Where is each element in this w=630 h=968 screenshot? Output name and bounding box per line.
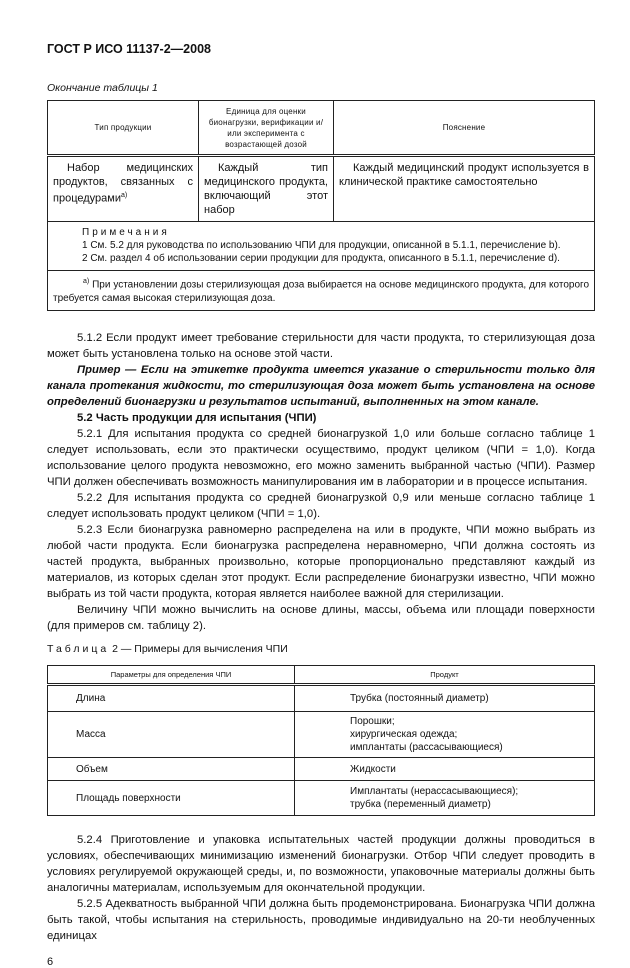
table-1 — [47, 100, 595, 311]
footnote-mark: a) — [83, 278, 90, 285]
product-cell — [295, 781, 595, 816]
paragraph-5-1-2: 5.1.2 Если продукт имеет требование стерильности для части продукта, то стерилизующая доза может быть установлена только на основе этой части. — [47, 332, 595, 361]
table-row — [48, 712, 595, 758]
paragraph-5-2-1: 5.2.1 Для испытания продукта со средней бионагрузкой 1,0 или больше согласно таблице 1 следует использовать, если это практически осуществимо, продукт целиком (ЧПИ = 1,0). Когда использование целого продукта невозможно, его можно заменить выбранной частью (ЧПИ). Размер ЧПИ должен обеспечивать возможность манипулирования им в лаборатории и в процессе испытания. — [47, 428, 595, 489]
table2-header-product: Продукт — [295, 666, 595, 685]
param-cell: Площадь поверхности — [48, 781, 295, 816]
notes-title: Примечания — [82, 227, 170, 238]
footnote-ref: a) — [120, 192, 128, 199]
caption-text: 2 — Примеры для вычисления ЧПИ — [112, 643, 288, 656]
product-line: имплантаты (рассасывающиеся) — [350, 742, 503, 754]
document-page — [47, 42, 595, 968]
param-cell: Длина — [48, 685, 295, 712]
table-row — [48, 685, 595, 712]
table-row — [48, 758, 595, 781]
param-cell: Объем — [48, 758, 295, 781]
product-line: хирургическая одежда; — [350, 729, 458, 741]
example-paragraph: Пример — Если на этикетке продукта имеется указание о стерильности только для канала протекания жидкости, то стерилизующая доза может быть установлена на основе определений бионагрузки и результатов испытаний, выполненных на этом канале. — [47, 364, 595, 409]
table1-header-note: Пояснение — [334, 101, 595, 156]
product-line: трубка (переменный диаметр) — [350, 799, 491, 811]
product-line: Трубка (постоянный диаметр) — [350, 693, 489, 705]
footnote-text: При установлении дозы стерилизующая доза выбирается на основе медицинского продукта, для которого требуется самая высокая стерилизующая доза. — [53, 279, 590, 305]
paragraph-5-2-5: 5.2.5 Адекватность выбранной ЧПИ должна быть продемонстрирована. Бионагрузка ЧПИ должна быть такой, чтобы испытания на стерильность, проводимые индивидуально на 20-ти необлученных единицах — [47, 898, 595, 943]
table2-caption — [47, 643, 595, 655]
table1-cell-note: Каждый медицинский продукт используется в клинической практике самостоятельно — [334, 156, 595, 222]
table1-header-unit: Единица для оценки бионагрузки, верификации и/или эксперимента с возрастающей дозой — [199, 101, 334, 156]
table1-caption: Окончание таблицы 1 — [47, 82, 158, 94]
section-heading-5-2: 5.2 Часть продукции для испытания (ЧПИ) — [77, 412, 317, 425]
product-line: Жидкости — [350, 763, 396, 775]
table-row — [48, 781, 595, 816]
table1-cell-unit: Каждый тип медицинского продукта, включающий этот набор — [199, 156, 334, 222]
note-2: 2 См. раздел 4 об использовании серии продукции для продукта, описанного в 5.1.1, перечисление d). — [82, 253, 560, 264]
product-line: Имплантаты (нерассасывающиеся); — [350, 786, 519, 798]
cell-text: Набор медицинских продуктов, связанных с процедурами — [53, 162, 193, 205]
page-number: 6 — [47, 956, 54, 968]
paragraph-tpi-calc: Величину ЧПИ можно вычислить на основе длины, массы, объема или площади поверхности (для примеров см. таблицу 2). — [47, 604, 595, 633]
product-cell — [295, 758, 595, 781]
note-1: 1 См. 5.2 для руководства по использованию ЧПИ для продукции, описанной в 5.1.1, перечисление b). — [82, 240, 561, 251]
table-row — [48, 156, 595, 222]
table1-footnote — [48, 271, 595, 311]
table2-header-params: Параметры для определения ЧПИ — [48, 666, 295, 685]
product-line: Порошки; — [350, 716, 395, 728]
table-2 — [47, 665, 595, 816]
product-cell — [295, 712, 595, 758]
paragraph-5-2-4: 5.2.4 Приготовление и упаковка испытательных частей продукции должны проводиться в условиях, обеспечивающих минимизацию изменений бионагрузки. Отбор ЧПИ следует проводить в условиях регулируемой окружающей среды, и, по возможности, упаковочные материалы должны быть аналогичны материалам, используемым для окончательной продукции. — [47, 834, 595, 895]
paragraph-5-2-2: 5.2.2 Для испытания продукта со средней бионагрузкой 0,9 или меньше согласно таблице 1 следует использовать продукт целиком (ЧПИ = 1,0). — [47, 492, 595, 521]
table1-notes — [48, 222, 595, 271]
caption-label: Таблица — [47, 643, 110, 656]
document-header: ГОСТ Р ИСО 11137-2—2008 — [47, 42, 211, 56]
table1-cell-type — [48, 156, 199, 222]
product-cell — [295, 685, 595, 712]
paragraph-5-2-3: 5.2.3 Если бионагрузка равномерно распределена на или в продукте, ЧПИ можно выбрать из любой части продукта. Если бионагрузка распределена неравномерно, ЧПИ должна состоять из частей продукта, выбранных произвольно, которые пропорционально представляют каждый из материалов, из которых сделан этот продукт. Если распределение бионагрузки известно, ЧПИ можно выбрать из той части продукта, которая является наиболее важной для стерилизации. — [47, 524, 595, 601]
table1-header-type: Тип продукции — [48, 101, 199, 156]
param-cell: Масса — [48, 712, 295, 758]
